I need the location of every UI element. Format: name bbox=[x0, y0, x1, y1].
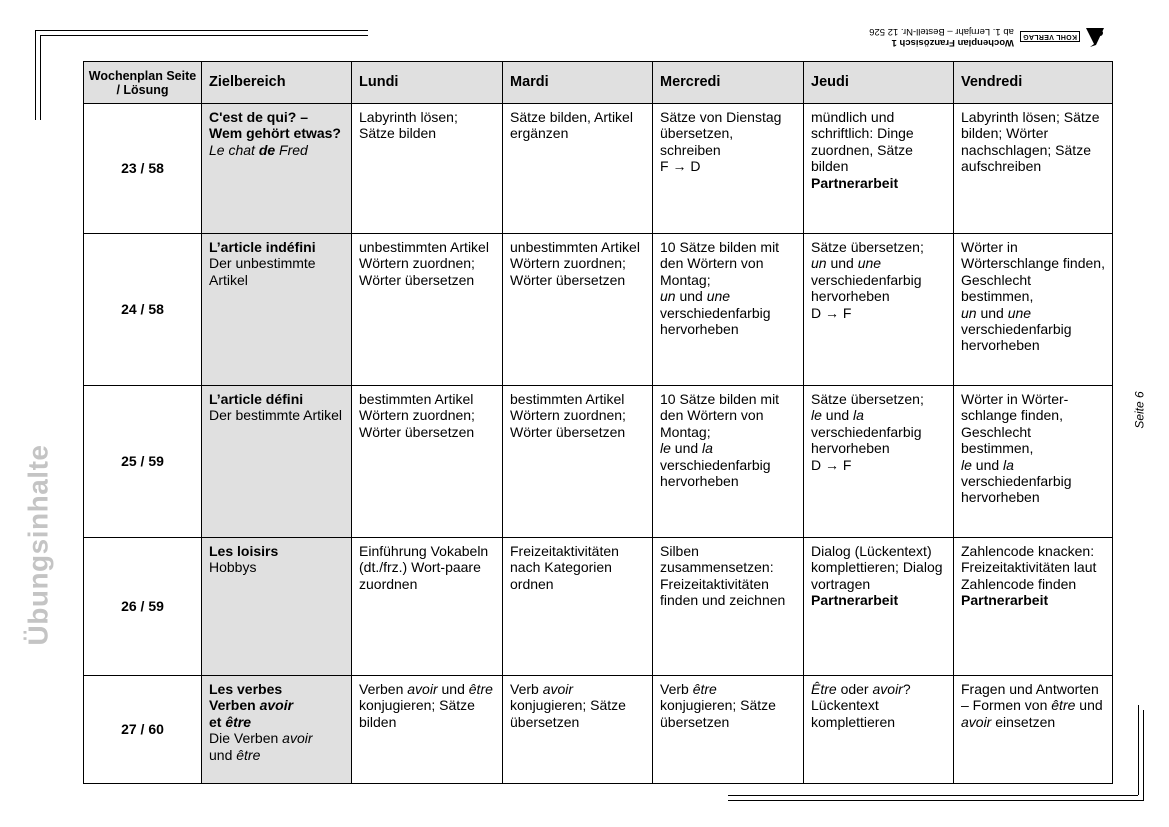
mercredi-cell: Sätze von Dienstag übersetzen, schreiben F → D bbox=[653, 104, 804, 234]
side-title: Übungsinhalte bbox=[22, 444, 54, 646]
frame-line-bottom-right bbox=[728, 795, 1138, 796]
mardi-cell: Sätze bilden, Artikel ergänzen bbox=[503, 104, 653, 234]
page-cell: 24 / 58 bbox=[84, 234, 202, 386]
table-row bbox=[84, 104, 1113, 234]
page-cell: 23 / 58 bbox=[84, 104, 202, 234]
lundi-cell: bestimmten Artikel Wörtern zuordnen; Wörter übersetzen bbox=[352, 386, 503, 538]
table-row bbox=[84, 234, 1113, 386]
witch-hat-icon bbox=[1084, 26, 1106, 48]
mercredi-cell: Verb être konjugieren; Sätze übersetzen bbox=[653, 676, 804, 784]
mercredi-cell: 10 Sätze bilden mit den Wörtern von Montag; un und une verschiedenfarbig hervorheben bbox=[653, 234, 804, 386]
table-row bbox=[84, 538, 1113, 676]
lundi-cell: unbestimmten Artikel Wörtern zuordnen; Wörter übersetzen bbox=[352, 234, 503, 386]
page-cell: 26 / 59 bbox=[84, 538, 202, 676]
mardi-cell: Verb avoir konjugieren; Sätze übersetzen bbox=[503, 676, 653, 784]
weekly-plan-table bbox=[83, 61, 1113, 784]
mardi-cell: bestimmten Artikel Wörtern zuordnen; Wörter übersetzen bbox=[503, 386, 653, 538]
vendredi-cell: Labyrinth lösen; Sätze bilden; Wörter nachschlagen; Sätze aufschreiben bbox=[954, 104, 1113, 234]
page-cell: 25 / 59 bbox=[84, 386, 202, 538]
mardi-cell: Freizeitaktivitäten nach Kategorien ordnen bbox=[503, 538, 653, 676]
lundi-cell: Einführung Vokabeln (dt./frz.) Wort-paare zuordnen bbox=[352, 538, 503, 676]
vendredi-cell: Wörter in Wörter-schlange finden, Geschlecht bestimmen, le und la verschiedenfarbig hervorheben bbox=[954, 386, 1113, 538]
frame-line-top-left bbox=[35, 30, 368, 31]
vendredi-cell: Wörter in Wörterschlange finden, Geschlecht bestimmen, un und une verschiedenfarbig hervorheben bbox=[954, 234, 1113, 386]
jeudi-cell: Être oder avoir? Lückentext komplettieren bbox=[804, 676, 954, 784]
topic-cell: Les loisirs Hobbys bbox=[202, 538, 352, 676]
vendredi-cell: Zahlencode knacken: Freizeitaktivitäten laut Zahlencode finden Partnerarbeit bbox=[954, 538, 1113, 676]
frame-line-top-left-inner bbox=[40, 35, 368, 36]
topic-cell: C'est de qui? – Wem gehört etwas? Le chat de Fred bbox=[202, 104, 352, 234]
frame-line-left bbox=[35, 30, 36, 120]
page-number: Seite 6 bbox=[1132, 391, 1147, 429]
frame-line-bottom-right-inner bbox=[728, 800, 1144, 801]
table-row bbox=[84, 386, 1113, 538]
header-jeudi: Jeudi bbox=[804, 62, 954, 104]
table-header-row bbox=[84, 62, 1113, 104]
jeudi-cell: Dialog (Lückentext) komplettieren; Dialog vortragen Partnerarbeit bbox=[804, 538, 954, 676]
publisher-logo-text: KOHL VERLAG bbox=[1020, 32, 1080, 43]
lundi-cell: Labyrinth lösen; Sätze bilden bbox=[352, 104, 503, 234]
table-row bbox=[84, 676, 1113, 784]
header-mercredi: Mercredi bbox=[653, 62, 804, 104]
publisher-info bbox=[869, 26, 1014, 48]
jeudi-cell: Sätze übersetzen; un und une verschiedenfarbig hervorheben D → F bbox=[804, 234, 954, 386]
header-lundi: Lundi bbox=[352, 62, 503, 104]
header-mardi: Mardi bbox=[503, 62, 653, 104]
header-vendredi: Vendredi bbox=[954, 62, 1113, 104]
publisher-block bbox=[848, 20, 1106, 54]
header-page: Wochenplan Seite / Lösung bbox=[84, 62, 202, 104]
vendredi-cell: Fragen und Antworten – Formen von être und avoir einsetzen bbox=[954, 676, 1113, 784]
mercredi-cell: 10 Sätze bilden mit den Wörtern von Montag; le und la verschiedenfarbig hervorheben bbox=[653, 386, 804, 538]
book-title: Wochenplan Französisch 1 bbox=[891, 37, 1014, 48]
topic-cell: Les verbes Verben avoir et être Die Verben avoir und être bbox=[202, 676, 352, 784]
page-cell: 27 / 60 bbox=[84, 676, 202, 784]
topic-cell: L’article défini Der bestimmte Artikel bbox=[202, 386, 352, 538]
publisher-logo bbox=[1020, 26, 1106, 48]
header-topic: Zielbereich bbox=[202, 62, 352, 104]
mercredi-cell: Silben zusammensetzen: Freizeitaktivitäten finden und zeichnen bbox=[653, 538, 804, 676]
frame-line-right-inner bbox=[1143, 710, 1144, 800]
topic-cell: L’article indéfini Der unbestimmte Artikel bbox=[202, 234, 352, 386]
book-order-number: ab 1. Lernjahr – Bestell-Nr. 12 526 bbox=[869, 26, 1014, 37]
frame-line-right bbox=[1138, 705, 1139, 795]
mardi-cell: unbestimmten Artikel Wörtern zuordnen; Wörter übersetzen bbox=[503, 234, 653, 386]
jeudi-cell: Sätze übersetzen; le und la verschiedenfarbig hervorheben D → F bbox=[804, 386, 954, 538]
frame-line-left-inner bbox=[40, 35, 41, 120]
lundi-cell: Verben avoir und être konjugieren; Sätze bilden bbox=[352, 676, 503, 784]
jeudi-cell: mündlich und schriftlich: Dinge zuordnen, Sätze bilden Partnerarbeit bbox=[804, 104, 954, 234]
